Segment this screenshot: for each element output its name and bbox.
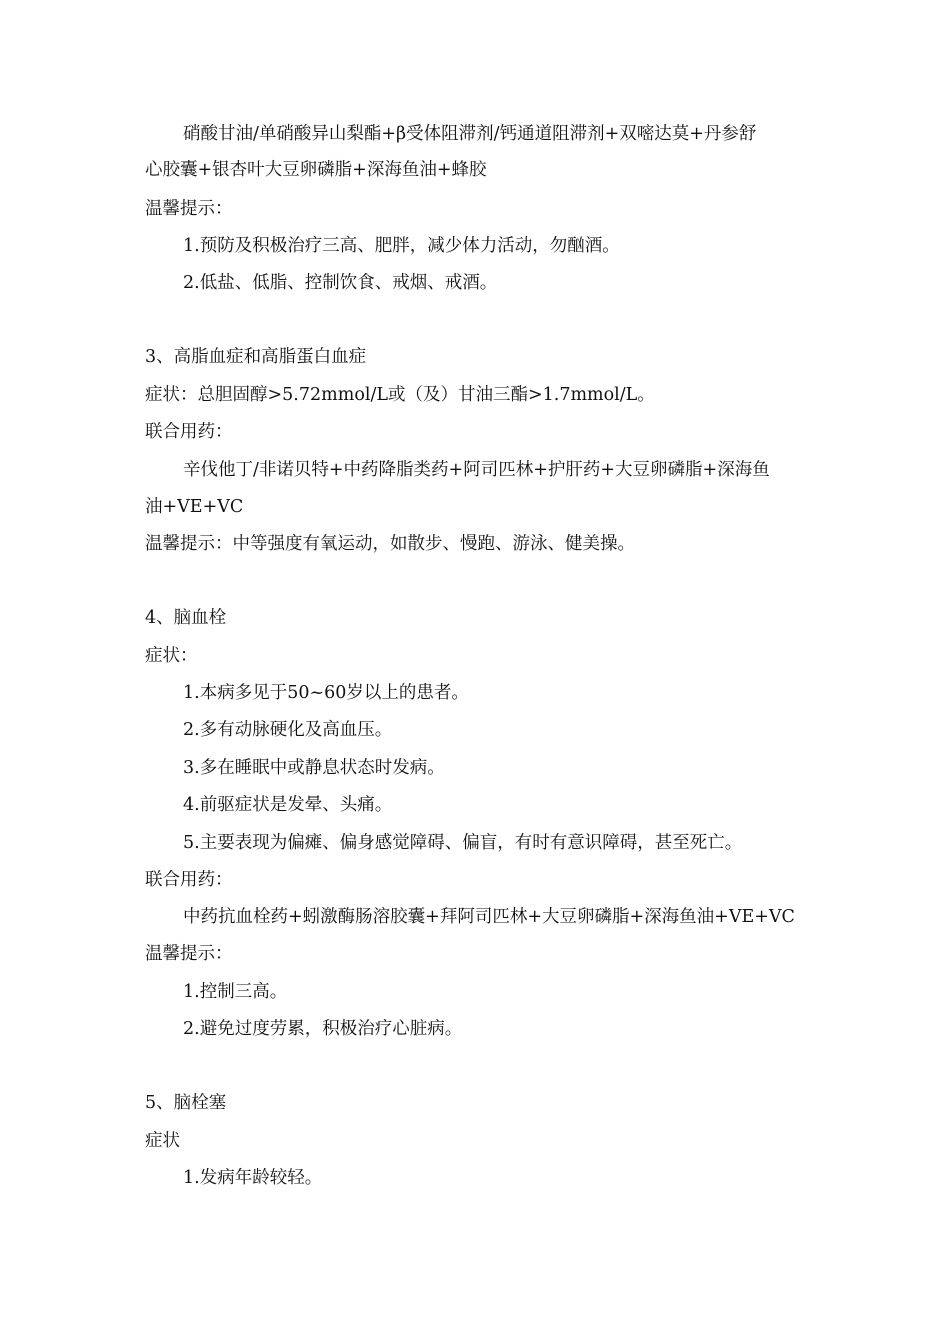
intro-tip-1: 1.预防及积极治疗三高、肥胖，减少体力活动，勿酗酒。 [183,236,620,256]
section-4-symptom-label: 症状： [145,646,198,666]
intro-med-line-2: 心胶囊+银杏叶大豆卵磷脂+深海鱼油+蜂胶 [145,160,487,180]
section-4-med-line: 中药抗血栓药+蚓激酶肠溶胶囊+拜阿司匹林+大豆卵磷脂+深海鱼油+VE+VC [183,907,795,927]
section-4-symptom-3: 3.多在睡眠中或静息状态时发病。 [183,758,445,778]
section-4-tip-1: 1.控制三高。 [183,982,288,1002]
section-5-symptom-label: 症状 [145,1131,180,1151]
section-4-symptom-2: 2.多有动脉硬化及高血压。 [183,720,393,740]
intro-tip-label: 温馨提示： [145,199,233,219]
section-3-med-line-2: 油+VE+VC [145,497,244,517]
section-3-heading: 3、高脂血症和高脂蛋白血症 [145,347,367,367]
section-5-symptom-1: 1.发病年龄较轻。 [183,1168,323,1188]
section-4-med-label: 联合用药： [145,870,233,890]
section-5-heading: 5、脑栓塞 [145,1093,227,1113]
section-4-symptom-5: 5.主要表现为偏瘫、偏身感觉障碍、偏盲，有时有意识障碍，甚至死亡。 [183,833,743,853]
section-4-tip-2: 2.避免过度劳累，积极治疗心脏病。 [183,1019,463,1039]
section-3-tip: 温馨提示：中等强度有氧运动，如散步、慢跑、游泳、健美操。 [145,534,635,554]
section-4-heading: 4、脑血栓 [145,608,227,628]
intro-tip-2: 2.低盐、低脂、控制饮食、戒烟、戒酒。 [183,273,498,293]
section-3-med-label: 联合用药： [145,422,233,442]
section-4-symptom-4: 4.前驱症状是发晕、头痛。 [183,795,393,815]
section-4-tip-label: 温馨提示： [145,944,233,964]
intro-med-line-1: 硝酸甘油/单硝酸异山梨酯+β受体阻滞剂/钙通道阻滞剂+双嘧达莫+丹参舒 [183,124,757,144]
section-3-symptom: 症状：总胆固醇>5.72mmol/L或（及）甘油三酯>1.7mmol/L。 [145,385,655,405]
section-4-symptom-1: 1.本病多见于50~60岁以上的患者。 [183,683,469,703]
section-3-med-line-1: 辛伐他丁/非诺贝特+中药降脂类药+阿司匹林+护肝药+大豆卵磷脂+深海鱼 [183,460,770,480]
